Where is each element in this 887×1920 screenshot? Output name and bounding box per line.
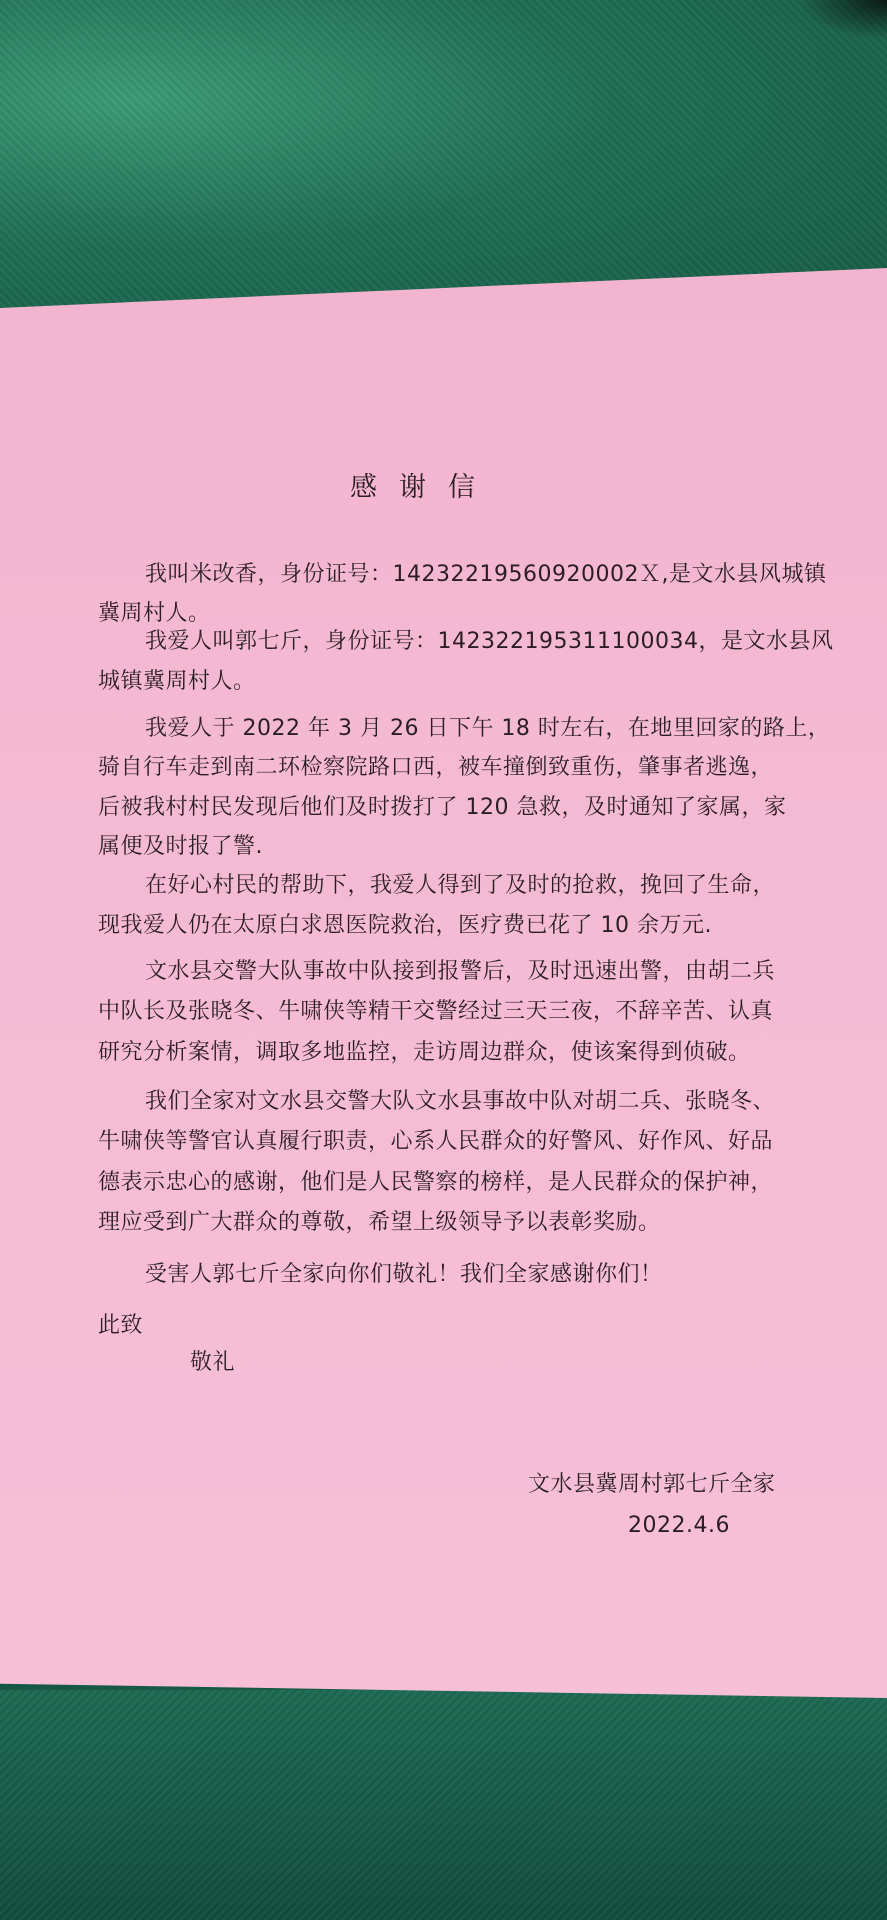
letter-date: 2022.4.6	[628, 1513, 730, 1538]
letter-line: 研究分析案情，调取多地监控，走访周边群众，使该案得到侦破。	[98, 1040, 751, 1065]
letter-line: 冀周村人。	[98, 601, 211, 626]
letter-line: 我们全家对文水县交警大队文水县事故中队对胡二兵、张晓冬、	[145, 1089, 776, 1114]
letter-line: 理应受到广大群众的尊敬，希望上级领导予以表彰奖励。	[98, 1210, 661, 1235]
letter-line: 后被我村村民发现后他们及时拨打了 120 急救，及时通知了家属，家	[98, 795, 787, 820]
letter-line: 我爱人叫郭七斤，身份证号：142322195311100034，是文水县风	[145, 629, 834, 654]
tablecloth-background-bottom	[0, 1690, 887, 1920]
letter-line: 骑自行车走到南二环检察院路口西，被车撞倒致重伤，肇事者逃逸，	[98, 755, 774, 780]
signature: 文水县冀周村郭七斤全家	[528, 1472, 776, 1497]
closing-regards: 敬礼	[190, 1350, 236, 1375]
letter-line: 现我爱人仍在太原白求恩医院救治，医疗费已花了 10 余万元.	[98, 913, 712, 938]
letter-line: 德表示忠心的感谢，他们是人民警察的榜样，是人民群众的保护神，	[98, 1170, 774, 1195]
letter-line: 我爱人于 2022 年 3 月 26 日下午 18 时左右，在地里回家的路上，	[145, 716, 831, 741]
letter-line: 牛啸侠等警官认真履行职责，心系人民群众的好警风、好作风、好品	[98, 1129, 774, 1154]
letter-line: 受害人郭七斤全家向你们敬礼！我们全家感谢你们！	[145, 1262, 663, 1287]
letter-line: 城镇冀周村人。	[98, 669, 256, 694]
shadow-corner	[797, 0, 887, 40]
letter-line: 文水县交警大队事故中队接到报警后，及时迅速出警，由胡二兵	[145, 959, 776, 984]
closing-salutation: 此致	[98, 1313, 144, 1338]
letter-title: 感谢信	[350, 472, 497, 503]
letter-line: 中队长及张晓冬、牛啸侠等精干交警经过三天三夜，不辞辛苦、认真	[98, 999, 774, 1024]
letter-line: 在好心村民的帮助下，我爱人得到了及时的抢救，挽回了生命，	[145, 873, 776, 898]
letter-line: 属便及时报了警.	[98, 834, 263, 859]
letter-line: 我叫米改香，身份证号：14232219560920002Ｘ,是文水县风城镇	[145, 562, 827, 587]
